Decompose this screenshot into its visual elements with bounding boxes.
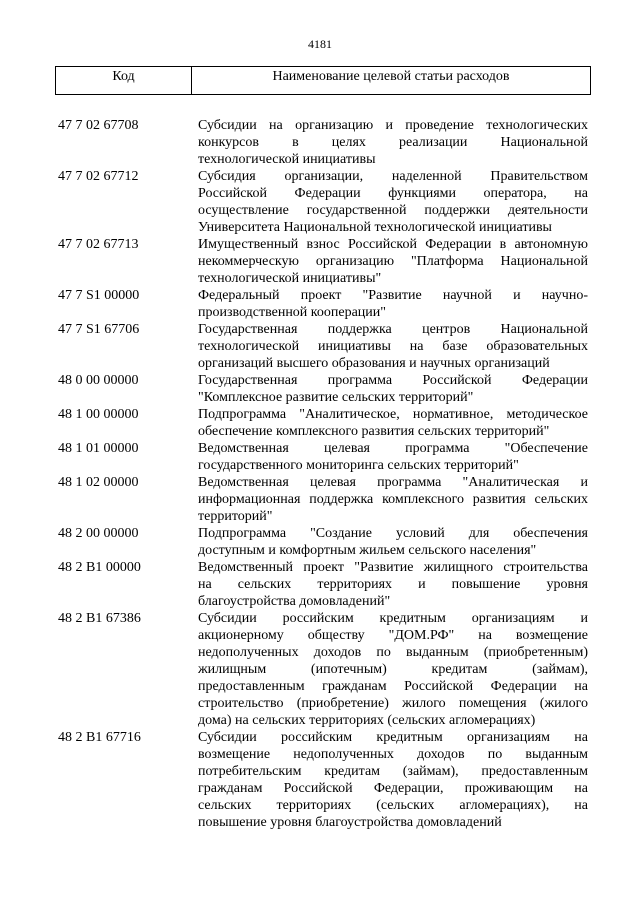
row-name-line: технологической инициативы" xyxy=(198,271,382,286)
table-row xyxy=(58,729,588,831)
row-name-line: Ведомственная целевая программа "Обеспечение xyxy=(198,441,588,456)
row-name xyxy=(198,168,588,236)
table-row xyxy=(58,287,588,321)
table-row xyxy=(58,321,588,372)
row-name-line: конкурсов в целях реализации Национальной xyxy=(198,135,588,150)
row-name-line: Российской Федерации функциями оператора, на xyxy=(198,186,588,201)
row-name xyxy=(198,729,588,831)
page-number: 4181 xyxy=(308,37,332,51)
row-name-line: Субсидии российским кредитным организациям и xyxy=(198,611,588,626)
row-name-line: акционерному обществу "ДОМ.РФ" на возмещение xyxy=(198,628,588,643)
row-name-line: возмещение недополученных доходов по выданным xyxy=(198,747,588,762)
row-name-line: Государственная программа Российской Федерации xyxy=(198,373,588,388)
row-name-line: потребительским кредитам (займам), предоставленным xyxy=(198,764,588,779)
row-name-line: сельских территориях (сельских агломерациях), на xyxy=(198,798,588,813)
table-row xyxy=(58,525,588,559)
row-name-line: информационная поддержка комплексного развития сельских xyxy=(198,492,588,507)
row-name-line: Имущественный взнос Российской Федерации в автономную xyxy=(198,237,588,252)
row-name xyxy=(198,236,588,287)
row-name xyxy=(198,474,588,525)
row-code: 47 7 02 67713 xyxy=(58,237,139,252)
row-code: 48 2 B1 00000 xyxy=(58,560,141,575)
row-name-line: "Комплексное развитие сельских территорий" xyxy=(198,390,474,405)
table-row xyxy=(58,372,588,406)
row-name-line: Ведомственная целевая программа "Аналитическая и xyxy=(198,475,588,490)
row-name xyxy=(198,321,588,372)
row-code: 47 7 02 67712 xyxy=(58,169,139,184)
row-name xyxy=(198,406,588,440)
table-row xyxy=(58,610,588,729)
row-name xyxy=(198,559,588,610)
table-row xyxy=(58,117,588,168)
row-name-line: Государственная поддержка центров Национальной xyxy=(198,322,588,337)
table-row xyxy=(58,168,588,236)
row-name-line: Университета Национальной технологической инициативы xyxy=(198,220,552,235)
row-code: 48 2 00 00000 xyxy=(58,526,139,541)
row-name-line: строительство (приобретение) жилого помещения (жилого xyxy=(198,696,588,711)
table-row xyxy=(58,236,588,287)
row-name-line: осуществление государственной поддержки деятельности xyxy=(198,203,588,218)
row-name-line: Федеральный проект "Развитие научной и научно- xyxy=(198,288,588,303)
row-code: 48 0 00 00000 xyxy=(58,373,139,388)
table-row xyxy=(58,406,588,440)
table-header xyxy=(55,66,591,95)
row-code: 47 7 02 67708 xyxy=(58,118,139,133)
row-name-line: Субсидии на организацию и проведение технологических xyxy=(198,118,588,133)
column-header-code: Код xyxy=(56,67,192,94)
table-row xyxy=(58,559,588,610)
row-name-line: дома) на сельских территориях (сельских агломерациях) xyxy=(198,713,536,728)
row-name xyxy=(198,610,588,729)
row-name-line: производственной кооперации" xyxy=(198,305,387,320)
row-name-line: некоммерческую организацию "Платформа Национальной xyxy=(198,254,588,269)
row-name-line: организаций высшего образования и научных организаций xyxy=(198,356,550,371)
row-code: 48 2 B1 67716 xyxy=(58,730,141,745)
row-name-line: жилищным (ипотечным) кредитам (займам), xyxy=(198,662,588,677)
row-name-line: доступным и комфортным жильем сельского населения" xyxy=(198,543,537,558)
row-code: 47 7 S1 00000 xyxy=(58,288,140,303)
row-code: 48 2 B1 67386 xyxy=(58,611,141,626)
row-name-line: Субсидии российским кредитным организациям на xyxy=(198,730,588,745)
row-name-line: благоустройства домовладений" xyxy=(198,594,391,609)
row-name xyxy=(198,287,588,321)
row-name-line: гражданам Российской Федерации, проживающим на xyxy=(198,781,588,796)
row-name-line: повышение уровня благоустройства домовладений xyxy=(198,815,502,830)
row-name-line: государственного мониторинга сельских территорий" xyxy=(198,458,519,473)
row-code: 48 1 01 00000 xyxy=(58,441,139,456)
row-name-line: технологической инициативы на базе образовательных xyxy=(198,339,588,354)
table-body xyxy=(58,117,588,831)
row-name xyxy=(198,117,588,168)
row-name-line: территорий" xyxy=(198,509,273,524)
table-row xyxy=(58,440,588,474)
row-name-line: предоставленным гражданам Российской Федерации на xyxy=(198,679,588,694)
row-name xyxy=(198,372,588,406)
row-code: 48 1 02 00000 xyxy=(58,475,139,490)
row-code: 47 7 S1 67706 xyxy=(58,322,140,337)
row-name xyxy=(198,525,588,559)
column-header-name: Наименование целевой статьи расходов xyxy=(272,69,510,84)
row-name-line: Субсидия организации, наделенной Правительством xyxy=(198,169,588,184)
row-name xyxy=(198,440,588,474)
row-name-line: на сельских территориях и повышение уровня xyxy=(198,577,588,592)
row-name-line: Ведомственный проект "Развитие жилищного строительства xyxy=(198,560,588,575)
row-name-line: Подпрограмма "Аналитическое, нормативное, методическое xyxy=(198,407,588,422)
row-name-line: Подпрограмма "Создание условий для обеспечения xyxy=(198,526,588,541)
row-name-line: обеспечение комплексного развития сельских территорий" xyxy=(198,424,550,439)
row-name-line: технологической инициативы xyxy=(198,152,376,167)
table-row xyxy=(58,474,588,525)
row-name-line: недополученных доходов по выданным (приобретенным) xyxy=(198,645,588,660)
row-code: 48 1 00 00000 xyxy=(58,407,139,422)
